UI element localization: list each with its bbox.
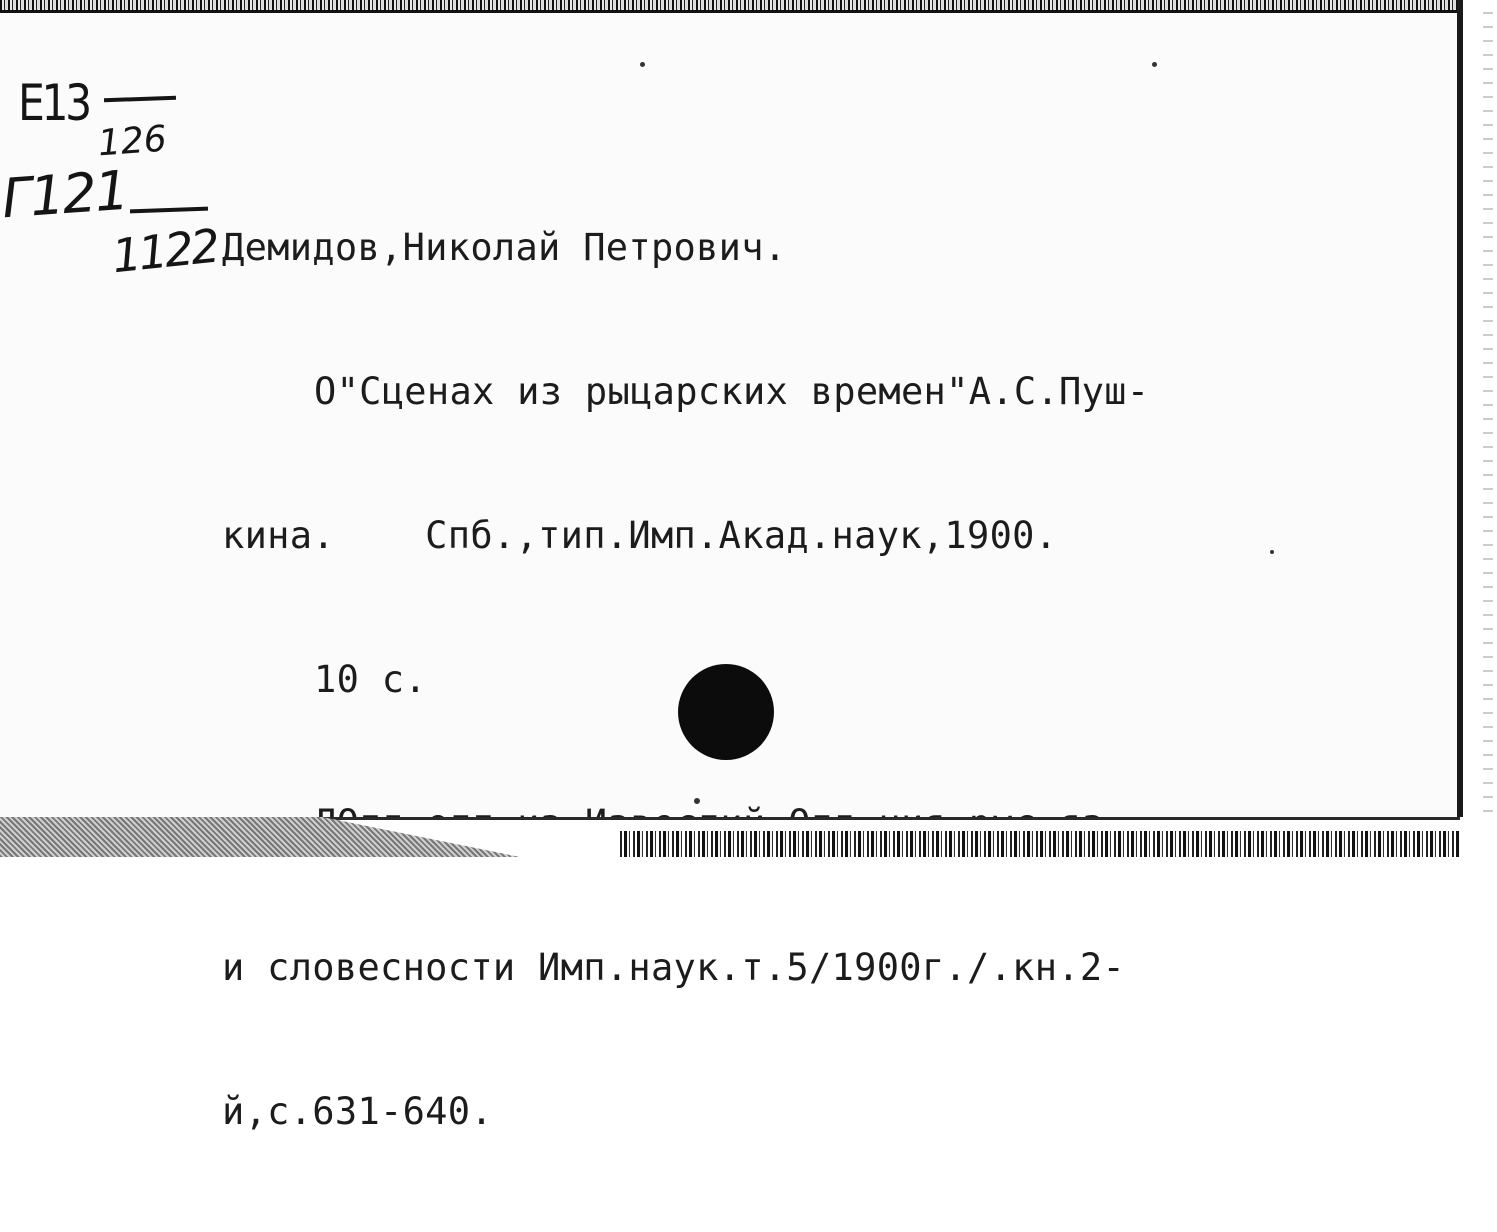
- card-title-line-2: кина. Спб.,тип.Имп.Акад.наук,1900.: [222, 514, 1058, 557]
- scan-speck: [694, 798, 700, 804]
- card-pages: 10 с.: [314, 658, 427, 701]
- shelfmark-g-code: Г121: [0, 158, 130, 231]
- card-typed-text: [222, 128, 1149, 1232]
- card-note-line-2: и словесности Имп.наук.т.5/1900г./.кн.2-: [222, 946, 1126, 989]
- punch-hole: [678, 664, 774, 760]
- shelfmark-g-divider: [130, 207, 208, 214]
- scan-right-edge: [1457, 0, 1497, 857]
- card-title-line-1: О"Сценах из рыцарских времен"А.С.Пуш-: [314, 370, 1150, 413]
- scan-speck: [640, 62, 645, 67]
- shelfmark-e-divider: [104, 96, 176, 103]
- shelfmark-e-code: E13: [18, 74, 89, 132]
- scan-bottom-hatch: [0, 817, 520, 857]
- shelfmark-g-number: 1122: [109, 218, 220, 284]
- scan-bottom-noise: [620, 831, 1460, 857]
- scan-top-edge: [0, 0, 1497, 12]
- shelfmark-e-number: 126: [96, 118, 169, 165]
- scan-speck: [1152, 62, 1157, 67]
- card-note-line-3: й,с.631-640.: [222, 1090, 493, 1133]
- card-author: Демидов,Николай Петрович.: [222, 226, 787, 269]
- scan-speck: [1270, 550, 1274, 554]
- scan-bottom-edge: [0, 817, 1497, 857]
